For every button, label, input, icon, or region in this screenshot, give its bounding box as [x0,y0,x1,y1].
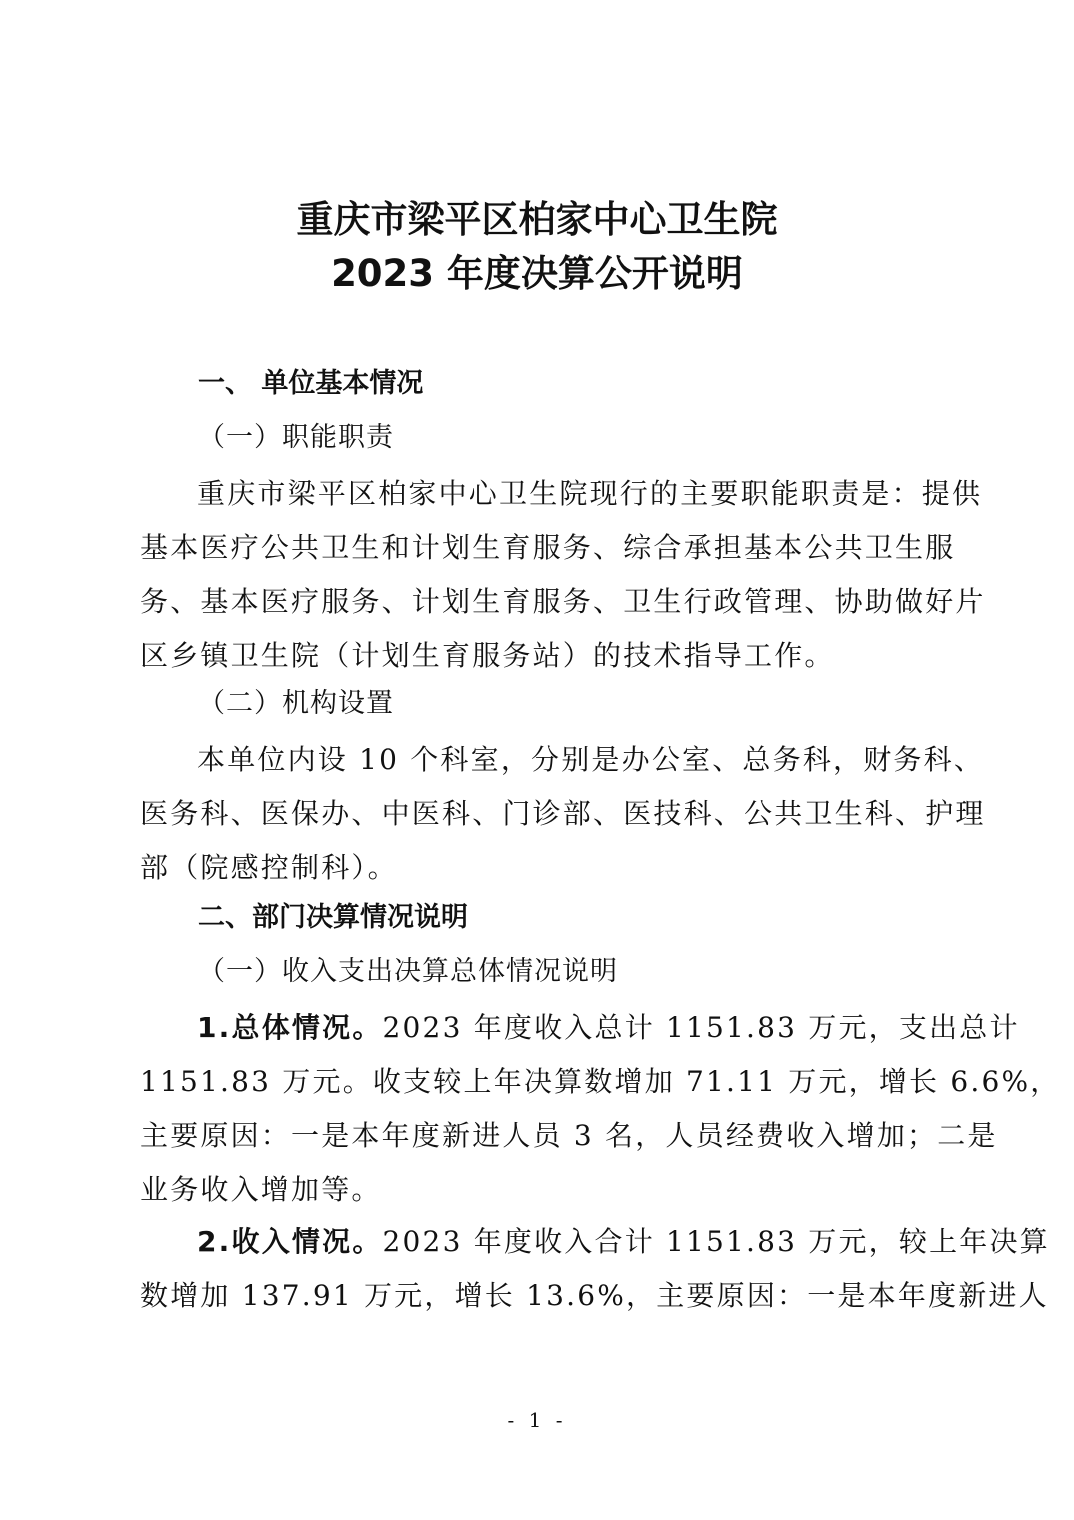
item-1-lead: 1.总体情况。 [197,1011,383,1044]
paragraph-line [140,1215,1050,1269]
paragraph-line: 医务科、医保办、中医科、门诊部、医技科、公共卫生科、护理 [140,797,986,830]
paragraph-line: 区乡镇卫生院（计划生育服务站）的技术指导工作。 [140,639,835,672]
paragraph-line [140,1001,1020,1055]
section-2-item-1-paragraph [140,1001,1061,1217]
paragraph-line: 基本医疗公共卫生和计划生育服务、综合承担基本公共卫生服 [140,531,956,564]
paragraph-line: 业务收入增加等。 [140,1173,382,1206]
paragraph-line: 1151.83 万元。收支较上年决算数增加 71.11 万元，增长 6.6%， [140,1065,1061,1098]
item-2-lead: 2.收入情况。 [197,1225,383,1258]
section-2-sub-1-heading: （一）收入支出决算总体情况说明 [198,956,618,987]
section-1-sub-2-heading: （二）机构设置 [198,688,394,719]
item-2-text: 2023 年度收入合计 1151.83 万元，较上年决算 [382,1225,1050,1258]
section-2-item-2-paragraph [140,1215,1050,1323]
document-title-line-1: 重庆市梁平区柏家中心卫生院 [296,198,778,241]
section-1-heading: 一、 单位基本情况 [198,368,424,399]
page-number: - 1 - [507,1408,567,1432]
paragraph-line: 主要原因：一是本年度新进人员 3 名，人员经费收入增加；二是 [140,1119,998,1152]
document-title-line-2: 2023 年度决算公开说明 [331,252,743,295]
paragraph-line: 重庆市梁平区柏家中心卫生院现行的主要职能职责是：提供 [197,477,983,510]
section-1-sub-2-paragraph [140,733,986,895]
paragraph-line: 本单位内设 10 个科室，分别是办公室、总务科，财务科、 [197,743,985,776]
section-2-heading: 二、部门决算情况说明 [198,902,468,933]
paragraph-line: 部（院感控制科）。 [140,851,398,884]
section-1-sub-1-heading: （一）职能职责 [198,422,394,453]
paragraph-line: 数增加 137.91 万元，增长 13.6%，主要原因：一是本年度新进人 [140,1279,1049,1312]
item-1-text: 2023 年度收入总计 1151.83 万元，支出总计 [382,1011,1020,1044]
paragraph-line: 务、基本医疗服务、计划生育服务、卫生行政管理、协助做好片 [140,585,986,618]
section-1-sub-1-paragraph [140,467,986,683]
